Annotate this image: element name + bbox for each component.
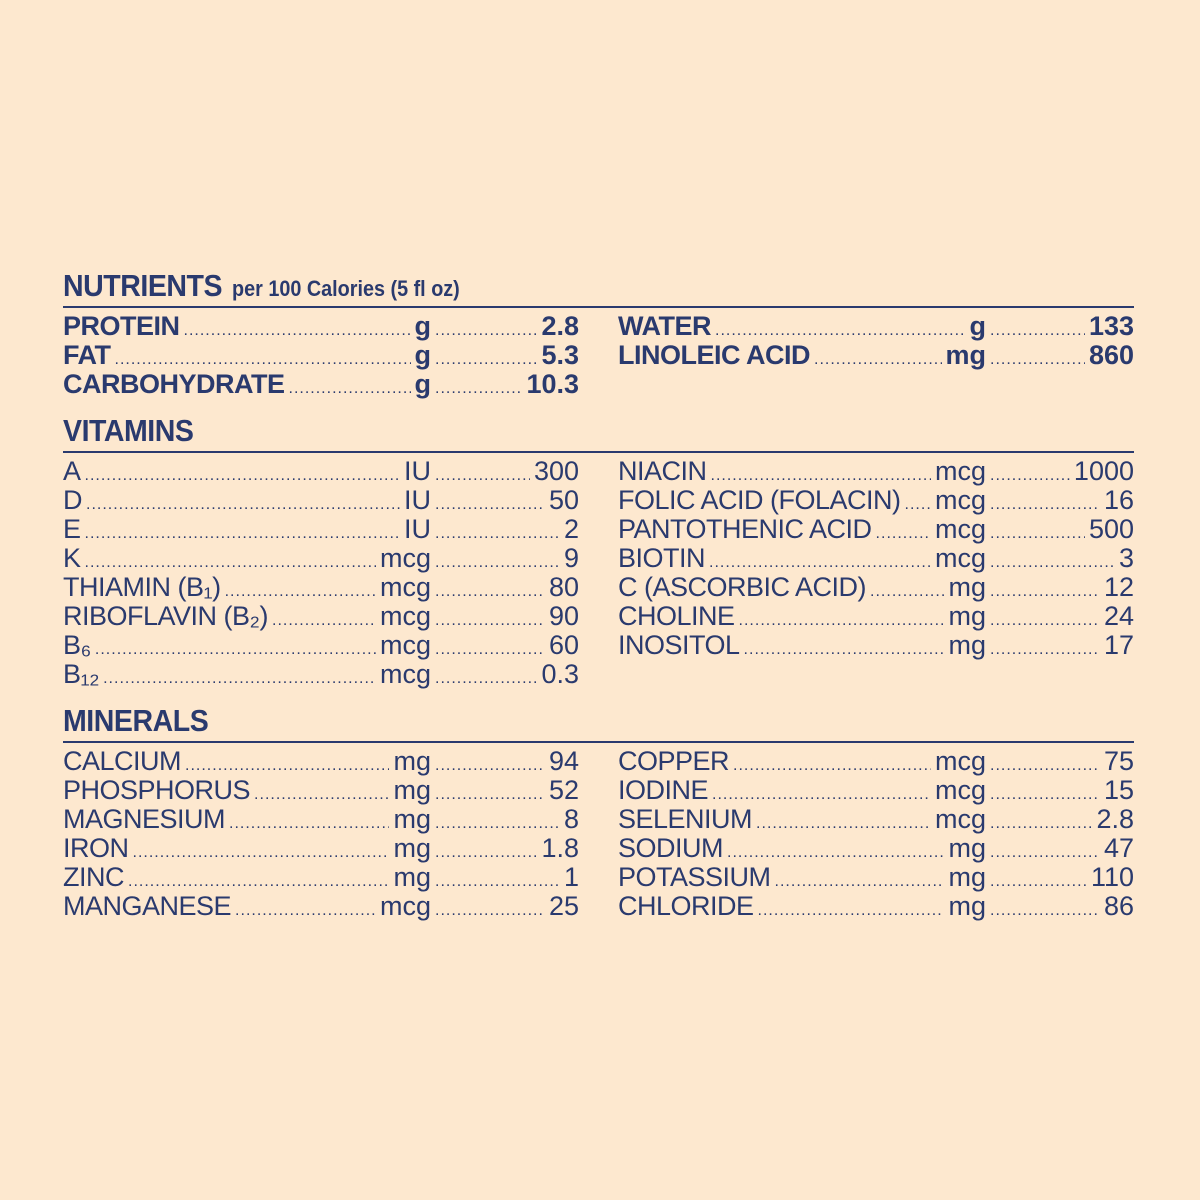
nutrient-value: 50 — [548, 486, 579, 515]
dot-leader — [435, 577, 545, 602]
minerals-table — [63, 747, 1134, 921]
nutrient-unit: mg — [948, 602, 986, 631]
nutrient-name: PROTEIN — [63, 312, 180, 341]
nutrient-name: CARBOHYDRATE — [63, 370, 285, 399]
nutrient-row — [618, 457, 1134, 486]
dot-leader — [739, 606, 945, 631]
nutrient-unit: mg — [945, 341, 986, 370]
nutrient-unit: mg — [393, 805, 431, 834]
dot-leader — [711, 461, 931, 486]
nutrient-unit: mcg — [934, 544, 986, 573]
nutrient-value: 17 — [1103, 631, 1134, 660]
nutrient-unit: IU — [404, 486, 431, 515]
nutrient-value: 1.8 — [541, 834, 579, 863]
nutrient-value: 24 — [1103, 602, 1134, 631]
dot-leader — [289, 374, 411, 399]
nutrient-value: 5.3 — [541, 341, 579, 370]
dot-leader — [85, 519, 400, 544]
nutrient-value: 9 — [563, 544, 579, 573]
nutrient-name: WATER — [618, 312, 711, 341]
dot-leader — [435, 519, 560, 544]
nutrient-value: 110 — [1090, 863, 1134, 892]
nutrient-row — [63, 370, 579, 399]
dot-leader — [272, 606, 376, 631]
nutrient-value: 1 — [563, 863, 579, 892]
nutrient-name: BIOTIN — [618, 544, 706, 573]
nutrient-row — [618, 602, 1134, 631]
nutrient-name: B₆ — [63, 631, 91, 660]
dot-leader — [727, 838, 944, 863]
vitamins-table — [63, 457, 1134, 689]
nutrient-unit: mg — [948, 573, 986, 602]
dot-leader — [435, 461, 530, 486]
dot-leader — [435, 345, 537, 370]
nutrient-name: PANTOTHENIC ACID — [618, 515, 872, 544]
nutrient-unit: mcg — [379, 892, 431, 921]
dot-leader — [744, 635, 945, 660]
nutrient-row — [63, 892, 579, 921]
nutrient-unit: mcg — [934, 515, 986, 544]
dot-leader — [86, 490, 400, 515]
nutrient-name: SODIUM — [618, 834, 723, 863]
nutrient-value: 47 — [1103, 834, 1134, 863]
nutrient-name: FAT — [63, 341, 111, 370]
nutrient-value: 86 — [1103, 892, 1134, 921]
nutrients-right-column — [618, 312, 1134, 399]
nutrient-row — [618, 776, 1134, 805]
dot-leader — [435, 664, 537, 689]
dot-leader — [990, 519, 1085, 544]
nutrient-row — [618, 544, 1134, 573]
dot-leader — [85, 548, 376, 573]
minerals-left-column — [63, 747, 579, 921]
dot-leader — [435, 896, 545, 921]
dot-leader — [185, 751, 389, 776]
nutrient-name: FOLIC ACID (FOLACIN) — [618, 486, 901, 515]
nutrient-value: 15 — [1103, 776, 1134, 805]
nutrient-row — [618, 312, 1134, 341]
nutrient-row — [618, 341, 1134, 370]
nutrient-name: B₁₂ — [63, 660, 100, 689]
vitamins-left-column — [63, 457, 579, 689]
nutrient-unit: mg — [948, 892, 986, 921]
dot-leader — [990, 490, 1100, 515]
dot-leader — [435, 490, 545, 515]
dot-leader — [756, 809, 931, 834]
minerals-right-column — [618, 747, 1134, 921]
nutrient-unit: g — [414, 370, 431, 399]
nutrient-value: 52 — [548, 776, 579, 805]
nutrient-unit: mcg — [379, 660, 431, 689]
nutrient-name: POTASSIUM — [618, 863, 771, 892]
nutrient-name: A — [63, 457, 81, 486]
nutrient-name: COPPER — [618, 747, 730, 776]
nutrient-row — [63, 486, 579, 515]
dot-leader — [990, 345, 1085, 370]
nutrient-value: 90 — [548, 602, 579, 631]
nutrient-name: CHLORIDE — [618, 892, 754, 921]
nutrient-name: CHOLINE — [618, 602, 735, 631]
nutrient-row — [63, 776, 579, 805]
dot-leader — [990, 838, 1100, 863]
nutrient-value: 16 — [1103, 486, 1134, 515]
nutrient-value: 94 — [548, 747, 579, 776]
dot-leader — [435, 548, 560, 573]
nutrient-row — [63, 341, 579, 370]
nutrient-unit: mg — [393, 834, 431, 863]
dot-leader — [990, 577, 1100, 602]
nutrient-unit: IU — [404, 457, 431, 486]
nutrient-name: SELENIUM — [618, 805, 753, 834]
dot-leader — [435, 316, 537, 341]
dot-leader — [254, 780, 389, 805]
nutrient-unit: mg — [393, 863, 431, 892]
nutrient-value: 0.3 — [541, 660, 579, 689]
dot-leader — [435, 780, 545, 805]
dot-leader — [990, 606, 1100, 631]
nutrient-row — [618, 892, 1134, 921]
nutrient-unit: mg — [393, 747, 431, 776]
nutrients-left-column — [63, 312, 579, 399]
nutrient-value: 2.8 — [1096, 805, 1134, 834]
dot-leader — [758, 896, 945, 921]
nutrient-row — [63, 602, 579, 631]
nutrient-value: 300 — [533, 457, 579, 486]
nutrient-unit: mg — [948, 834, 986, 863]
dot-leader — [870, 577, 944, 602]
nutrient-value: 2 — [563, 515, 579, 544]
nutrient-value: 133 — [1088, 312, 1134, 341]
dot-leader — [712, 780, 931, 805]
nutrient-value: 25 — [548, 892, 579, 921]
dot-leader — [733, 751, 931, 776]
minerals-title: MINERALS — [63, 703, 209, 738]
dot-leader — [990, 809, 1092, 834]
nutrient-unit: mg — [948, 631, 986, 660]
nutrient-name: MAGNESIUM — [63, 805, 226, 834]
nutrient-name: THIAMIN (B₁) — [63, 573, 221, 602]
nutrient-row — [618, 631, 1134, 660]
nutrient-row — [618, 834, 1134, 863]
nutrient-unit: mcg — [379, 573, 431, 602]
dot-leader — [435, 606, 545, 631]
minerals-header — [63, 703, 1134, 743]
nutrient-name: INOSITOL — [618, 631, 740, 660]
nutrient-row — [618, 515, 1134, 544]
vitamins-header — [63, 413, 1134, 453]
nutrient-value: 2.8 — [541, 312, 579, 341]
nutrient-row — [63, 805, 579, 834]
dot-leader — [990, 548, 1115, 573]
nutrient-row — [63, 457, 579, 486]
nutrient-row — [63, 747, 579, 776]
nutrient-value: 12 — [1103, 573, 1134, 602]
dot-leader — [85, 461, 400, 486]
dot-leader — [814, 345, 942, 370]
nutrient-name: C (ASCORBIC ACID) — [618, 573, 867, 602]
dot-leader — [435, 838, 537, 863]
nutrient-row — [63, 544, 579, 573]
nutrient-unit: mg — [948, 863, 986, 892]
dot-leader — [876, 519, 931, 544]
nutrient-unit: mcg — [379, 631, 431, 660]
nutrient-name: IRON — [63, 834, 129, 863]
dot-leader — [990, 867, 1087, 892]
nutrient-unit: g — [414, 312, 431, 341]
nutrient-row — [618, 805, 1134, 834]
nutrient-unit: g — [969, 312, 986, 341]
nutrient-value: 8 — [563, 805, 579, 834]
nutrient-value: 500 — [1088, 515, 1134, 544]
nutrient-unit: mg — [393, 776, 431, 805]
nutrient-row — [63, 573, 579, 602]
vitamins-right-column — [618, 457, 1134, 689]
dot-leader — [95, 635, 376, 660]
nutrients-table — [63, 312, 1134, 399]
nutrients-title: NUTRIENTS — [63, 268, 223, 303]
dot-leader — [715, 316, 966, 341]
nutrient-row — [63, 863, 579, 892]
dot-leader — [435, 374, 522, 399]
nutrient-unit: mcg — [379, 602, 431, 631]
nutrient-unit: mcg — [934, 805, 986, 834]
vitamins-title: VITAMINS — [63, 413, 194, 448]
nutrient-value: 10.3 — [526, 370, 579, 399]
dot-leader — [184, 316, 411, 341]
nutrient-name: CALCIUM — [63, 747, 182, 776]
nutrient-unit: mcg — [379, 544, 431, 573]
nutrient-row — [63, 515, 579, 544]
nutrient-unit: mcg — [934, 457, 986, 486]
nutrient-name: E — [63, 515, 81, 544]
dot-leader — [225, 577, 376, 602]
nutrients-header — [63, 268, 1134, 308]
nutrient-row — [63, 660, 579, 689]
nutrient-name: K — [63, 544, 81, 573]
nutrient-name: LINOLEIC ACID — [618, 341, 810, 370]
nutrient-unit: IU — [404, 515, 431, 544]
nutrient-value: 75 — [1103, 747, 1134, 776]
dot-leader — [990, 751, 1100, 776]
dot-leader — [990, 780, 1100, 805]
dot-leader — [905, 490, 931, 515]
nutrient-unit: mcg — [934, 776, 986, 805]
nutrient-row — [63, 312, 579, 341]
nutrition-panel — [63, 268, 1134, 921]
nutrient-unit: mcg — [934, 747, 986, 776]
dot-leader — [709, 548, 931, 573]
nutrient-value: 80 — [548, 573, 579, 602]
nutrient-row — [63, 631, 579, 660]
nutrient-name: RIBOFLAVIN (B₂) — [63, 602, 269, 631]
dot-leader — [133, 838, 390, 863]
nutrient-value: 60 — [548, 631, 579, 660]
nutrient-name: ZINC — [63, 863, 124, 892]
nutrient-row — [618, 863, 1134, 892]
dot-leader — [435, 809, 560, 834]
dot-leader — [115, 345, 411, 370]
dot-leader — [990, 635, 1100, 660]
dot-leader — [235, 896, 376, 921]
dot-leader — [103, 664, 376, 689]
dot-leader — [128, 867, 389, 892]
nutrient-unit: mcg — [934, 486, 986, 515]
nutrient-value: 860 — [1088, 341, 1134, 370]
nutrient-row — [618, 747, 1134, 776]
nutrient-name: D — [63, 486, 82, 515]
nutrient-row — [618, 486, 1134, 515]
nutrient-value: 3 — [1118, 544, 1134, 573]
dot-leader — [229, 809, 389, 834]
nutrient-name: NIACIN — [618, 457, 707, 486]
dot-leader — [990, 461, 1070, 486]
nutrient-value: 1000 — [1073, 457, 1134, 486]
nutrient-row — [63, 834, 579, 863]
dot-leader — [435, 751, 545, 776]
dot-leader — [990, 896, 1100, 921]
nutrients-subtitle: per 100 Calories (5 fl oz) — [231, 276, 460, 301]
dot-leader — [435, 867, 560, 892]
nutrient-name: IODINE — [618, 776, 709, 805]
dot-leader — [775, 867, 945, 892]
nutrient-name: MANGANESE — [63, 892, 232, 921]
nutrient-row — [618, 573, 1134, 602]
nutrient-unit: g — [414, 341, 431, 370]
nutrient-name: PHOSPHORUS — [63, 776, 251, 805]
dot-leader — [990, 316, 1085, 341]
dot-leader — [435, 635, 545, 660]
